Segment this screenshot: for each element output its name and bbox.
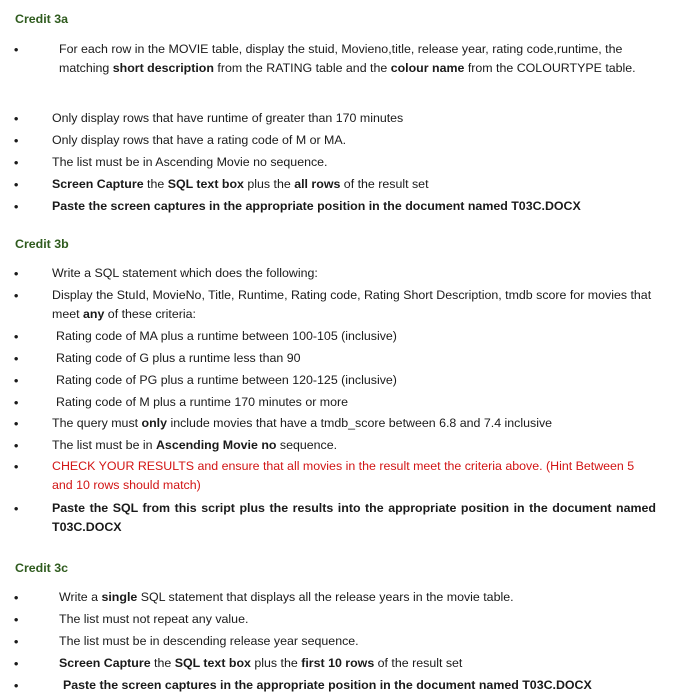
item-text [59,632,656,651]
item-text [52,457,656,495]
bullet-icon: • [14,134,19,148]
text-run: plus the [250,656,302,670]
text-run: The query must [52,416,142,430]
bullet-icon: • [14,374,19,388]
item-text [52,414,656,433]
text-run: SQL statement that displays all the release years in the movie table. [137,590,514,604]
item-text [63,676,656,695]
text-run: include movies that have a tmdb_score between 6.8 and 7.4 inclusive [167,416,553,430]
text-run: For each row in the MOVIE table, display the stuid, Movieno,title, release year, rating code,runtime, the matching [59,42,623,75]
item-text [52,175,656,194]
bullet-icon: • [14,502,19,516]
item-text [56,327,656,346]
bold-text-run: Ascending Movie no [155,438,277,452]
text-run: Rating code of G plus a runtime less than 90 [56,351,301,365]
bold-text-run: Screen Capture [52,177,144,191]
item-text [56,371,656,390]
bullet-icon: • [14,352,19,366]
bullet-icon: • [14,460,19,474]
bold-text-run: single [101,590,138,604]
item-text [52,286,656,324]
text-run: Write a [59,590,102,604]
bold-text-run: Screen Capture [59,656,151,670]
credit-3c-heading: Credit 3c [15,561,69,575]
text-run: CHECK YOUR RESULTS and ensure that all movies in the result meet the criteria above. (Hint Between 5 and 10 rows should match) [52,459,635,492]
item-text [56,349,656,368]
text-run: of the result set [340,177,429,191]
text-run: Rating code of PG plus a runtime between 120-125 (inclusive) [56,373,397,387]
text-run: of the result set [374,656,463,670]
bullet-icon: • [14,679,19,693]
text-run: sequence. [276,438,338,452]
item-text [52,197,656,216]
item-text [52,436,656,455]
bullet-icon: • [14,439,19,453]
bold-text-run: SQL text box [167,177,244,191]
text-run: Only display rows that have runtime of greater than 170 minutes [52,111,404,125]
item-text [52,131,656,150]
text-run: the [150,656,175,670]
bullet-icon: • [14,417,19,431]
item-text [52,153,656,172]
bullet-icon: • [14,156,19,170]
item-text [52,499,656,537]
credit-3b-heading: Credit 3b [15,237,69,251]
text-run: Write a SQL statement which does the following: [52,266,318,280]
bold-text-run: Paste the SQL from this script plus the results into the appropriate position in the document named T03C.DOCX [52,501,656,534]
bullet-icon: • [14,178,19,192]
text-run: The list must be in descending release year sequence. [59,634,359,648]
bold-text-run: Paste the screen captures in the appropriate position in the document named T03C.DOCX [52,199,581,213]
bold-text-run: all rows [294,177,341,191]
text-run: from the RATING table and the [213,61,391,75]
text-run: The list must be in [52,438,156,452]
bullet-icon: • [14,591,19,605]
bullet-icon: • [14,396,19,410]
text-run: the [143,177,168,191]
bullet-icon: • [14,330,19,344]
text-run: The list must be in Ascending Movie no sequence. [52,155,328,169]
item-text [56,393,656,412]
text-run: The list must not repeat any value. [59,612,249,626]
bullet-icon: • [14,289,19,303]
item-text [52,264,656,283]
text-run: Rating code of M plus a runtime 170 minutes or more [56,395,349,409]
bullet-icon: • [14,613,19,627]
text-run: Display the StuId, MovieNo, Title, Runtime, Rating code, Rating Short Description, tmdb score for movies that meet [52,288,652,321]
bullet-icon: • [14,635,19,649]
bullet-icon: • [14,267,19,281]
text-run: Rating code of MA plus a runtime between 100-105 (inclusive) [56,329,397,343]
item-text [59,654,656,673]
bullet-icon: • [14,43,19,57]
text-run: Only display rows that have a rating code of M or MA. [52,133,347,147]
bullet-icon: • [14,112,19,126]
item-text [52,109,656,128]
bold-text-run: Paste the screen captures in the appropriate position in the document named T03C.DOCX [63,678,592,692]
bold-text-run: SQL text box [174,656,251,670]
credit-3a-heading: Credit 3a [15,12,69,26]
bullet-icon: • [14,200,19,214]
item-text [59,610,656,629]
bold-text-run: short description [112,61,214,75]
bold-text-run: only [141,416,168,430]
item-text [59,588,656,607]
bold-text-run: any [83,307,105,321]
text-run: of these criteria: [104,307,196,321]
bold-text-run: colour name [390,61,465,75]
text-run: plus the [243,177,295,191]
item-text [59,40,656,78]
text-run: from the COLOURTYPE table. [464,61,636,75]
bullet-icon: • [14,657,19,671]
bold-text-run: first 10 rows [301,656,375,670]
